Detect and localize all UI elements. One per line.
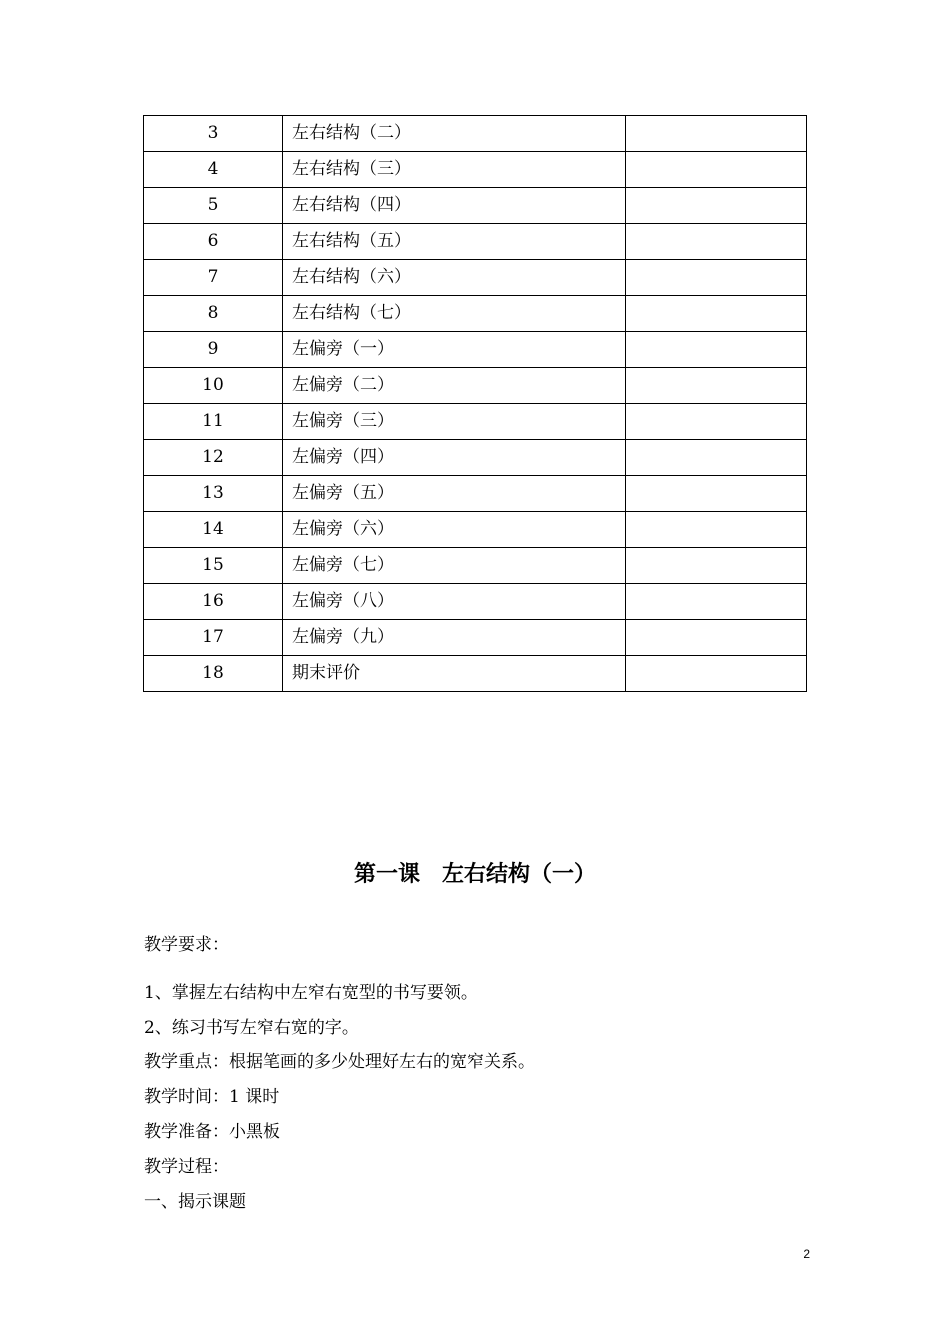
table-row [144,368,807,404]
lesson-topic-cell: 左偏旁（九） [283,620,626,656]
lesson-topic-cell: 期末评价 [283,656,626,692]
page-number: 2 [803,1247,810,1261]
lesson-topic-cell: 左右结构（四） [283,188,626,224]
lesson-number-cell: 14 [144,512,283,548]
lesson-note-cell [626,368,807,404]
lesson-topic-cell: 左右结构（二） [283,116,626,152]
lesson-topic-cell: 左偏旁（三） [283,404,626,440]
lesson-note-cell [626,440,807,476]
lesson-note-cell [626,260,807,296]
table-row [144,260,807,296]
lesson-topic-cell: 左右结构（五） [283,224,626,260]
table-row [144,188,807,224]
table-row [144,152,807,188]
table-row [144,404,807,440]
table-row [144,656,807,692]
lesson-number-cell: 4 [144,152,283,188]
lesson-number-cell: 17 [144,620,283,656]
table-row [144,512,807,548]
lesson-note-cell [626,620,807,656]
lesson-note-cell [626,404,807,440]
lesson-title: 第一课 左右结构（一） [353,861,596,887]
lesson-number-cell: 12 [144,440,283,476]
requirement-item-2: 2、练习书写左窄右宽的字。 [144,1018,359,1038]
lesson-note-cell [626,332,807,368]
lesson-number-cell: 5 [144,188,283,224]
table-row [144,116,807,152]
lesson-note-cell [626,188,807,224]
process-heading: 教学过程： [144,1157,229,1177]
lesson-number-cell: 3 [144,116,283,152]
lesson-schedule-table [143,115,807,692]
lesson-number-cell: 15 [144,548,283,584]
preparation-line: 教学准备：小黑板 [144,1122,280,1142]
lesson-topic-cell: 左右结构（三） [283,152,626,188]
lesson-topic-cell: 左偏旁（四） [283,440,626,476]
lesson-topic-cell: 左偏旁（二） [283,368,626,404]
table-row [144,296,807,332]
lesson-topic-cell: 左右结构（七） [283,296,626,332]
process-step-1: 一、揭示课题 [144,1192,246,1212]
lesson-topic-cell: 左偏旁（七） [283,548,626,584]
lesson-number-cell: 11 [144,404,283,440]
lesson-topic-cell: 左偏旁（六） [283,512,626,548]
table-row [144,224,807,260]
table-row [144,620,807,656]
requirement-item-1: 1、掌握左右结构中左窄右宽型的书写要领。 [144,983,478,1003]
requirements-heading: 教学要求： [144,935,229,955]
lesson-note-cell [626,656,807,692]
lesson-number-cell: 16 [144,584,283,620]
lesson-note-cell [626,512,807,548]
lesson-number-cell: 8 [144,296,283,332]
lesson-number-cell: 6 [144,224,283,260]
table-row [144,548,807,584]
lesson-note-cell [626,584,807,620]
lesson-note-cell [626,224,807,260]
lesson-number-cell: 18 [144,656,283,692]
lesson-note-cell [626,152,807,188]
lesson-topic-cell: 左偏旁（五） [283,476,626,512]
lesson-number-cell: 10 [144,368,283,404]
lesson-note-cell [626,116,807,152]
table-row [144,584,807,620]
key-points-line: 教学重点：根据笔画的多少处理好左右的宽窄关系。 [144,1052,535,1072]
table-row [144,440,807,476]
lesson-topic-cell: 左偏旁（一） [283,332,626,368]
table-row [144,332,807,368]
lesson-note-cell [626,548,807,584]
lesson-number-cell: 9 [144,332,283,368]
lesson-topic-cell: 左偏旁（八） [283,584,626,620]
lesson-number-cell: 7 [144,260,283,296]
duration-line: 教学时间：1 课时 [144,1087,280,1107]
schedule-table-body [144,116,807,692]
lesson-note-cell [626,476,807,512]
lesson-note-cell [626,296,807,332]
lesson-topic-cell: 左右结构（六） [283,260,626,296]
lesson-number-cell: 13 [144,476,283,512]
table-row [144,476,807,512]
